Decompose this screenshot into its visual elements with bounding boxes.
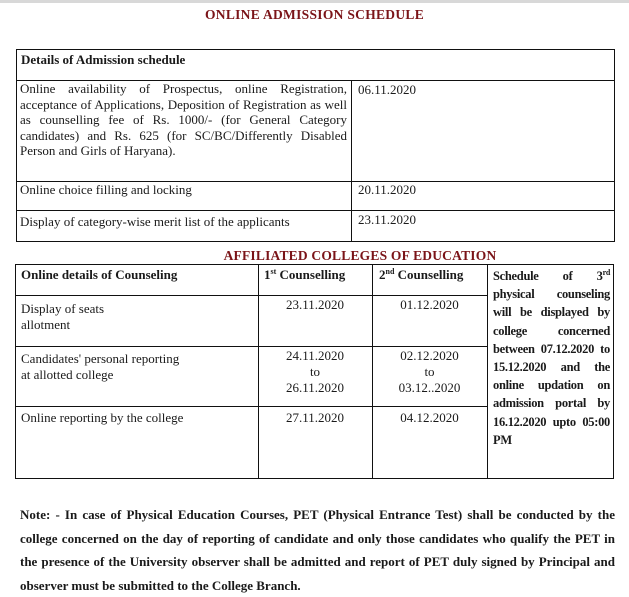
- section-subtitle: AFFILIATED COLLEGES OF EDUCATION: [223, 248, 497, 263]
- date-to: 26.11.2020: [285, 380, 345, 395]
- header-number: 2: [379, 267, 386, 282]
- admission-row-date: 06.11.2020: [358, 82, 417, 97]
- third-note-text: physical counseling will be displayed by college concerned between 07.12.2020 to 15.12.2020 and the online updation on admission portal by 16.12.2020 upto 05:00 PM: [493, 287, 610, 447]
- first-counselling-date: 23.11.2020: [285, 297, 345, 312]
- top-edge: [0, 0, 629, 3]
- header-ordinal: nd: [385, 267, 395, 276]
- header-ordinal: st: [270, 267, 277, 276]
- header-label: Counselling: [394, 267, 464, 282]
- row-divider: [15, 295, 488, 296]
- counseling-header-details: Online details of Counseling: [21, 267, 178, 282]
- counseling-row-detail: [21, 301, 104, 332]
- detail-line: Candidates' personal reporting: [21, 351, 180, 366]
- admission-row-date: 23.11.2020: [358, 212, 417, 227]
- column-divider: [487, 264, 488, 479]
- counseling-header-first: [264, 267, 345, 283]
- header-label: Counselling: [276, 267, 346, 282]
- counseling-header-second: [379, 267, 463, 283]
- third-counseling-note: [493, 267, 610, 449]
- counseling-row-detail: [21, 351, 179, 382]
- counseling-row-detail: Online reporting by the college: [21, 410, 184, 425]
- row-divider: [16, 210, 615, 211]
- detail-line: at allotted college: [21, 366, 114, 382]
- admission-row-detail: Online choice filling and locking: [20, 182, 192, 197]
- second-counselling-date: 04.12.2020: [400, 410, 459, 425]
- second-counselling-date-range: [372, 348, 487, 396]
- page-title: ONLINE ADMISSION SCHEDULE: [204, 7, 425, 22]
- detail-line: allotment: [21, 316, 71, 332]
- third-note-ordinal: rd: [602, 268, 610, 277]
- date-to-word: to: [424, 364, 435, 379]
- column-divider: [351, 80, 352, 242]
- admission-table-header: Details of Admission schedule: [21, 52, 186, 67]
- row-divider: [15, 346, 488, 347]
- date-from: 02.12.2020: [400, 348, 459, 363]
- third-note-prefix: Schedule of 3: [493, 269, 603, 283]
- first-counselling-date: 27.11.2020: [285, 410, 345, 425]
- admission-row-detail: Online availability of Prospectus, online Registration, acceptance of Applications, Deposition of Registration as well as counselling fee of Rs. 1000/- (for General Category candidates) and Rs. 625 (for SC/BC/Differently Disabled Person and Girls of Haryana).: [20, 81, 347, 158]
- date-to-word: to: [309, 364, 321, 379]
- admission-table-bottom: [16, 241, 615, 242]
- admission-row-detail: Display of category-wise merit list of the applicants: [20, 214, 290, 229]
- date-to: 03.12..2020: [398, 380, 461, 395]
- second-counselling-date: 01.12.2020: [400, 297, 459, 312]
- pet-note: Note: - In case of Physical Education Courses, PET (Physical Entrance Test) shall be conducted by the college concerned on the day of reporting of candidate and only those candidates who qualify the PET in the presence of the University observer shall be admitted and report of PET duly signed by Principal and observer must be submitted to the College Branch.: [20, 507, 615, 593]
- admission-row-date: 20.11.2020: [358, 182, 417, 197]
- first-counselling-date-range: [258, 348, 372, 396]
- row-divider: [15, 406, 488, 407]
- header-number: 1: [264, 267, 271, 282]
- date-from: 24.11.2020: [285, 348, 345, 363]
- detail-line: Display of seats: [21, 301, 105, 316]
